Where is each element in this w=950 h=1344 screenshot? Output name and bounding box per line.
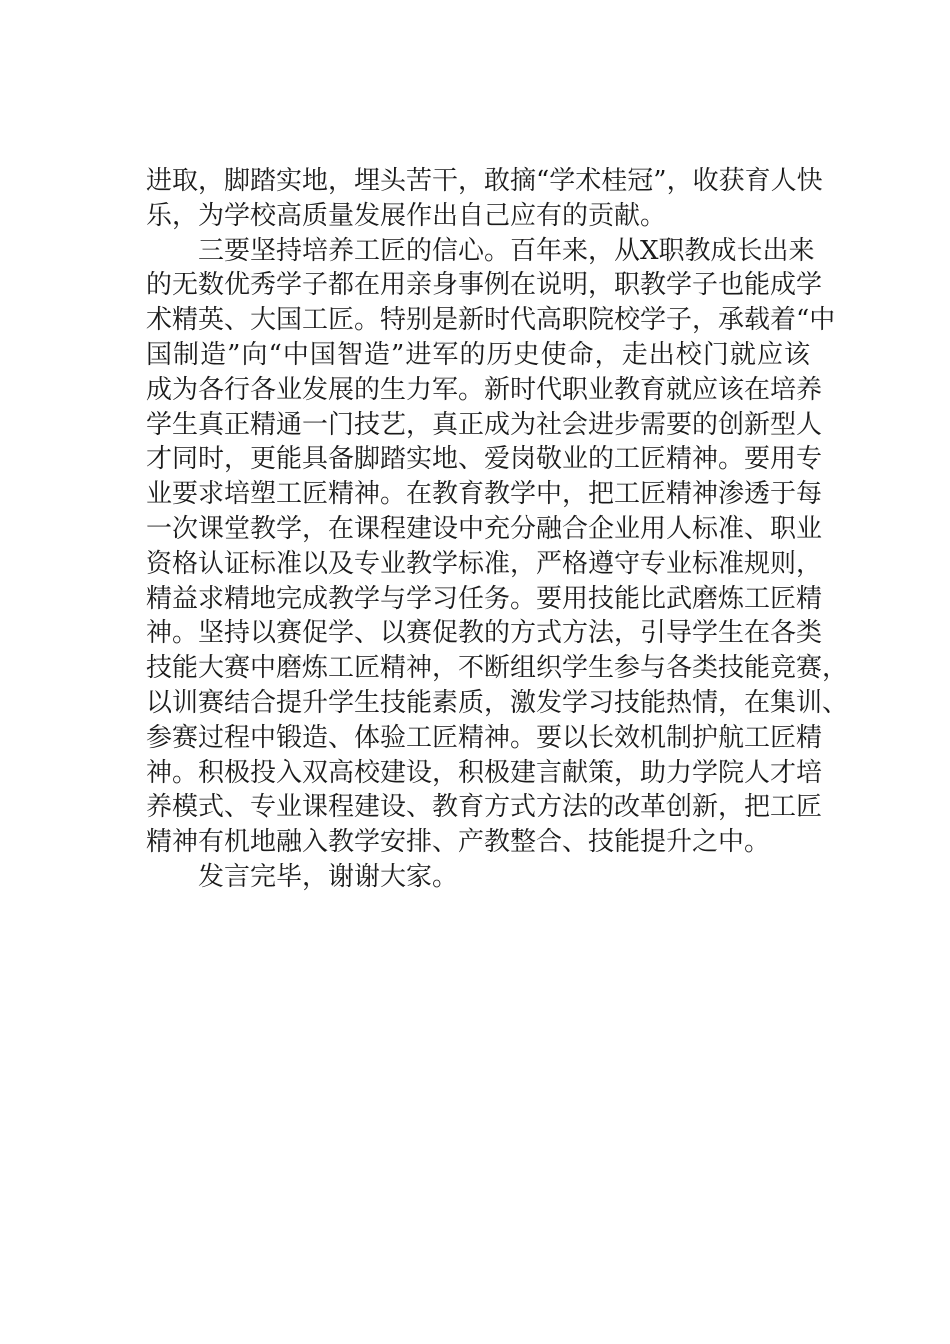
text-line: 学生真正精通一门技艺，真正成为社会进步需要的创新型人 xyxy=(146,409,823,440)
text-line: 神。积极投入双高校建设，积极建言献策，助力学院人才培 xyxy=(146,757,823,788)
paragraph-2 xyxy=(146,234,849,860)
text-line: 三要坚持培养工匠的信心。百年来，从X职教成长出来 xyxy=(198,235,815,266)
text-line: 精益求精地完成教学与学习任务。要用技能比武磨炼工匠精 xyxy=(146,583,823,614)
text-line: 养模式、专业课程建设、教育方式方法的改革创新，把工匠 xyxy=(146,792,823,823)
text-line: 术精英、大国工匠。特别是新时代高职院校学子，承载着“中 xyxy=(146,305,836,336)
text-line: 成为各行各业发展的生力军。新时代职业教育就应该在培养 xyxy=(146,374,823,405)
paragraph-3 xyxy=(146,860,810,895)
text-line: 以训赛结合提升学生技能素质，激发学习技能热情，在集训、 xyxy=(146,687,849,718)
closing-line: 发言完毕，谢谢大家。 xyxy=(198,861,459,892)
text-line: 业要求培塑工匠精神。在教育教学中，把工匠精神渗透于每 xyxy=(146,479,823,510)
text-line: 精神有机地融入教学安排、产教整合、技能提升之中。 xyxy=(146,827,771,858)
paragraph-1 xyxy=(146,164,823,234)
text-line: 技能大赛中磨炼工匠精神，不断组织学生参与各类技能竞赛， xyxy=(146,653,849,684)
text-line: 进取，脚踏实地，埋头苦干，敢摘“学术桂冠”，收获育人快 xyxy=(146,166,823,196)
text-line: 资格认证标准以及专业教学标准，严格遵守专业标准规则， xyxy=(146,548,823,579)
text-line: 乐，为学校高质量发展作出自己应有的贡献。 xyxy=(146,200,667,231)
text-line: 的无数优秀学子都在用亲身事例在说明，职教学子也能成学 xyxy=(146,270,823,301)
document-body xyxy=(146,164,849,895)
text-line: 才同时，更能具备脚踏实地、爱岗敬业的工匠精神。要用专 xyxy=(146,444,823,475)
text-line: 一次课堂教学，在课程建设中充分融合企业用人标准、职业 xyxy=(146,513,823,544)
text-line: 神。坚持以赛促学、以赛促教的方式方法，引导学生在各类 xyxy=(146,618,823,649)
text-line: 参赛过程中锻造、体验工匠精神。要以长效机制护航工匠精 xyxy=(146,722,823,753)
text-line: 国制造”向“中国智造”进军的历史使命，走出校门就应该 xyxy=(146,339,810,370)
